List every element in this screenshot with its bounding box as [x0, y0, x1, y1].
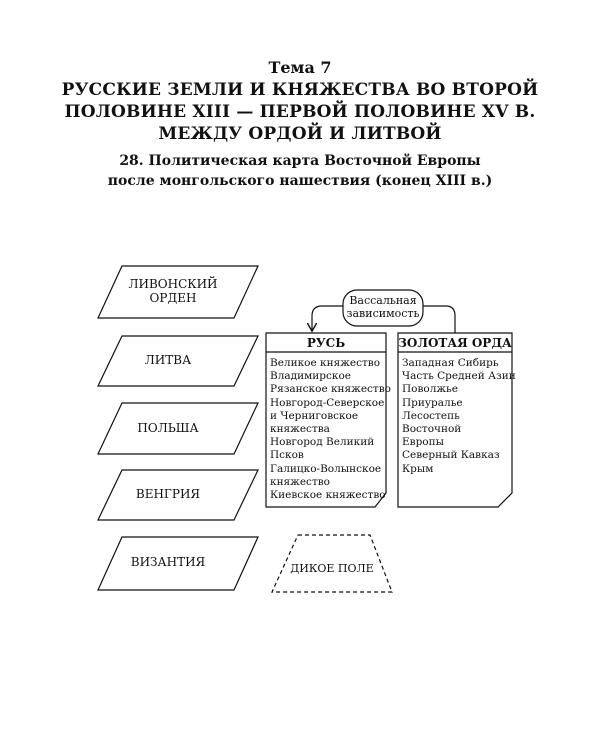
lithuania-label: ЛИТВА	[144, 353, 192, 367]
list-item: и Черниговское	[270, 409, 359, 422]
golden-horde-list	[402, 357, 516, 476]
list-item: Псков	[270, 449, 304, 462]
list-item: Владимирское	[270, 370, 351, 383]
list-item: Лесостепь	[402, 409, 460, 422]
poland-label: ПОЛЬША	[137, 421, 199, 435]
list-item: Рязанское княжество	[270, 383, 391, 396]
vassal-link	[423, 306, 455, 333]
list-item: Новгород-Северское	[270, 396, 385, 409]
livonian-order-label: ЛИВОНСКИЙ ОРДЕН	[128, 277, 218, 305]
list-item: Поволжье	[402, 383, 458, 396]
list-item: Великое княжество	[270, 357, 381, 369]
list-item: Галицко-Волынское	[270, 462, 382, 475]
golden-horde-header: ЗОЛОТАЯ ОРДА	[398, 336, 512, 350]
list-item: Киевское княжество	[270, 489, 386, 502]
list-item: княжество	[270, 475, 330, 488]
vassal-label: Вассальная зависимость	[346, 294, 420, 320]
list-item: княжества	[270, 423, 330, 436]
title-line-2: ПОЛОВИНЕ XIII — ПЕРВОЙ ПОЛОВИНЕ XV В.	[64, 102, 536, 122]
rus-header: РУСЬ	[306, 336, 346, 350]
list-item: Часть Средней Азии	[402, 370, 516, 383]
wild-field-label: ДИКОЕ ПОЛЕ	[290, 562, 374, 575]
rus-list	[270, 357, 391, 502]
subtitle-line-1: 28. Политическая карта Восточной Европы	[119, 153, 481, 169]
list-item: Европы	[402, 436, 444, 449]
hungary-label: ВЕНГРИЯ	[135, 487, 201, 501]
list-item: Крым	[402, 462, 434, 475]
vassal-arrow	[312, 306, 343, 330]
byzantium-label: ВИЗАНТИЯ	[130, 555, 206, 569]
title-line-1: РУССКИЕ ЗЕМЛИ И КНЯЖЕСТВА ВО ВТОРОЙ	[61, 80, 539, 100]
list-item: Восточной	[402, 423, 462, 436]
subtitle-line-2: после монгольского нашествия (конец XIII в.)	[107, 173, 493, 189]
topic-label: Тема 7	[268, 58, 332, 77]
list-item: Приуралье	[402, 396, 463, 409]
list-item: Новгород Великий	[270, 436, 375, 449]
list-item: Западная Сибирь	[402, 357, 499, 369]
title-line-3: МЕЖДУ ОРДОЙ И ЛИТВОЙ	[158, 124, 442, 144]
list-item: Северный Кавказ	[402, 449, 500, 462]
